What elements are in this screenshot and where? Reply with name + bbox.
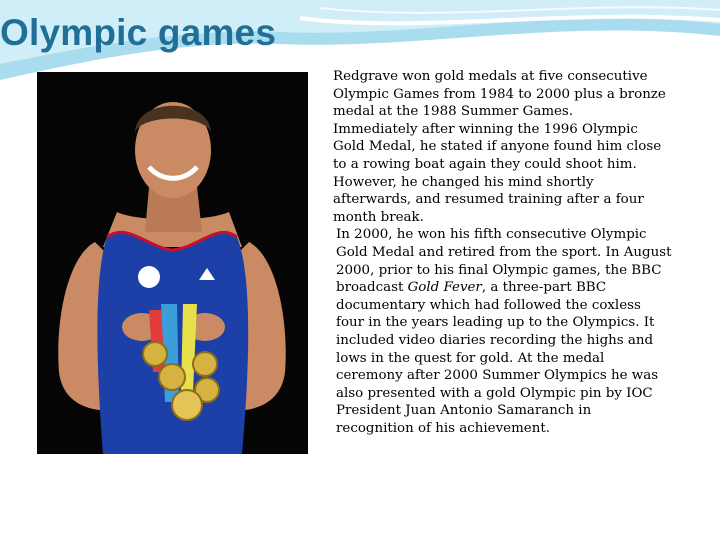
documentary-title: Gold Fever (407, 280, 482, 296)
body-text (333, 68, 673, 437)
slide-title: Olympic games (0, 12, 277, 53)
athlete-photo (37, 72, 308, 454)
paragraph-1996: Immediately after winning the 1996 Olympic Gold Medal, he stated if anyone found him close to a rowing boat again they could shoot him. However, he changed his mind shortly afterwards, and resumed training after a four month break. (333, 121, 662, 225)
paragraph-2000-part1: In 2000, he won his fifth consecutive Olympic Gold Medal and retired from the sport. In August 2000, prior to his final Olympic games, the BBC broadcast (336, 227, 672, 296)
paragraph-2000-part2: , a three-part BBC documentary which had followed the coxless four in the years leading up to the Olympics. It included video diaries recording the highs and lows in the quest for gold. At the medal ceremony after 2000 Summer Olympics he was also presented with a gold Olympic pin by IOC President Juan Antonio Samaranch in recognition of his achievement. (336, 280, 659, 436)
paragraph-medals: Redgrave won gold medals at five consecutive Olympic Games from 1984 to 2000 plus a bronze medal at the 1988 Summer Games. (333, 69, 666, 120)
paragraph-2000 (333, 226, 673, 437)
